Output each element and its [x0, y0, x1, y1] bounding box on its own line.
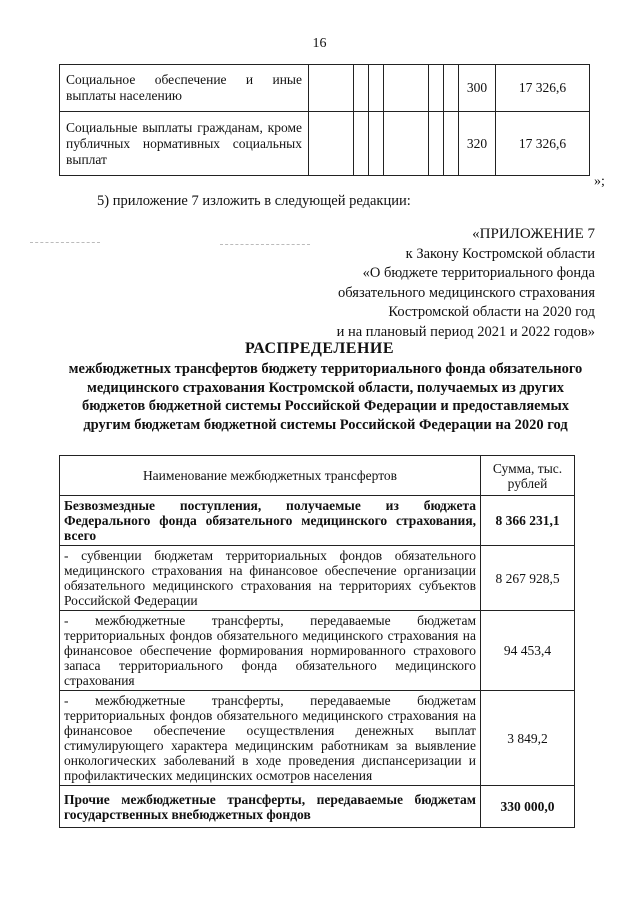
- row-name: - субвенции бюджетам территориальных фондов обязательного медицинского страхования на финансовое обеспечение организации обязательного медицинского страхования на территориях субъектов Российской Федерации: [60, 546, 481, 611]
- table-row: [60, 786, 575, 828]
- row-name: - межбюджетные трансферты, передаваемые бюджетам территориальных фондов обязательного медицинского страхования на финансовое обеспечение формирования нормированного страхового запаса территориального фонда обязательного медицинского страхования: [60, 611, 481, 691]
- table-row: [60, 65, 590, 112]
- scan-artifact-line: [220, 244, 310, 245]
- row-name: - межбюджетные трансферты, передаваемые бюджетам территориальных фондов обязательного медицинского страхования на финансовое обеспечение осуществления денежных выплат стимулирующего характера медицинским работникам за выявление онкологических заболеваний в ходе проведения диспансеризации и профилактических медицинских осмотров населения: [60, 691, 481, 786]
- row-code: 300: [459, 65, 496, 112]
- appendix-line: Костромской области на 2020 год: [388, 304, 595, 320]
- row-sum: 8 267 928,5: [481, 546, 575, 611]
- appendix-title: «ПРИЛОЖЕНИЕ 7: [472, 226, 595, 242]
- appendix-line: к Закону Костромской области: [405, 245, 595, 262]
- table-row: [60, 611, 575, 691]
- row-sum: 330 000,0: [481, 786, 575, 828]
- appendix-line: и на плановый период 2021 и 2022 годов»: [336, 323, 595, 340]
- document-heading: РАСПРЕДЕЛЕНИЕ: [244, 340, 395, 357]
- table-row: [60, 546, 575, 611]
- page-number: 16: [312, 36, 327, 51]
- appendix-header: [337, 225, 595, 342]
- closing-quote: »;: [594, 174, 605, 189]
- table-row: [60, 691, 575, 786]
- empty-cell: [309, 65, 354, 112]
- empty-cell: [444, 112, 459, 176]
- table-row: [60, 496, 575, 546]
- amendment-item-text: 5) приложение 7 изложить в следующей редакции:: [97, 193, 411, 209]
- row-name: Прочие межбюджетные трансферты, передаваемые бюджетам государственных внебюджетных фондов: [60, 786, 481, 828]
- header-name: Наименование межбюджетных трансфертов: [60, 456, 481, 496]
- row-sum: 3 849,2: [481, 691, 575, 786]
- row-name: Безвозмездные поступления, получаемые из бюджета Федерального фонда обязательного медицинского страхования, всего: [60, 496, 481, 546]
- empty-cell: [309, 112, 354, 176]
- row-code: 320: [459, 112, 496, 176]
- empty-cell: [369, 112, 384, 176]
- empty-cell: [429, 112, 444, 176]
- empty-cell: [429, 65, 444, 112]
- row-name: Социальное обеспечение и иные выплаты населению: [60, 65, 309, 112]
- scan-artifact-line: [30, 242, 100, 243]
- row-name: Социальные выплаты гражданам, кроме публичных нормативных социальных выплат: [60, 112, 309, 176]
- empty-cell: [444, 65, 459, 112]
- empty-cell: [354, 112, 369, 176]
- header-sum: Сумма, тыс. рублей: [481, 456, 575, 496]
- empty-cell: [384, 112, 429, 176]
- expenditure-table-fragment: [59, 64, 590, 176]
- empty-cell: [354, 65, 369, 112]
- row-sum: 17 326,6: [496, 65, 590, 112]
- row-sum: 17 326,6: [496, 112, 590, 176]
- appendix-line: «О бюджете территориального фонда: [362, 265, 595, 281]
- row-sum: 8 366 231,1: [481, 496, 575, 546]
- document-subheading: межбюджетных трансфертов бюджету территориального фонда обязательного медицинского страхования Костромской области, получаемых из других бюджетов бюджетной системы Российской Федерации и предоставляемых другим бюджетам бюджетной системы Российской Федерации на 2020 год: [68, 361, 583, 433]
- appendix-line: обязательного медицинского страхования: [338, 284, 595, 301]
- table-row: [60, 112, 590, 176]
- empty-cell: [384, 65, 429, 112]
- table-header-row: [60, 456, 575, 496]
- empty-cell: [369, 65, 384, 112]
- transfers-table: [59, 455, 575, 828]
- row-sum: 94 453,4: [481, 611, 575, 691]
